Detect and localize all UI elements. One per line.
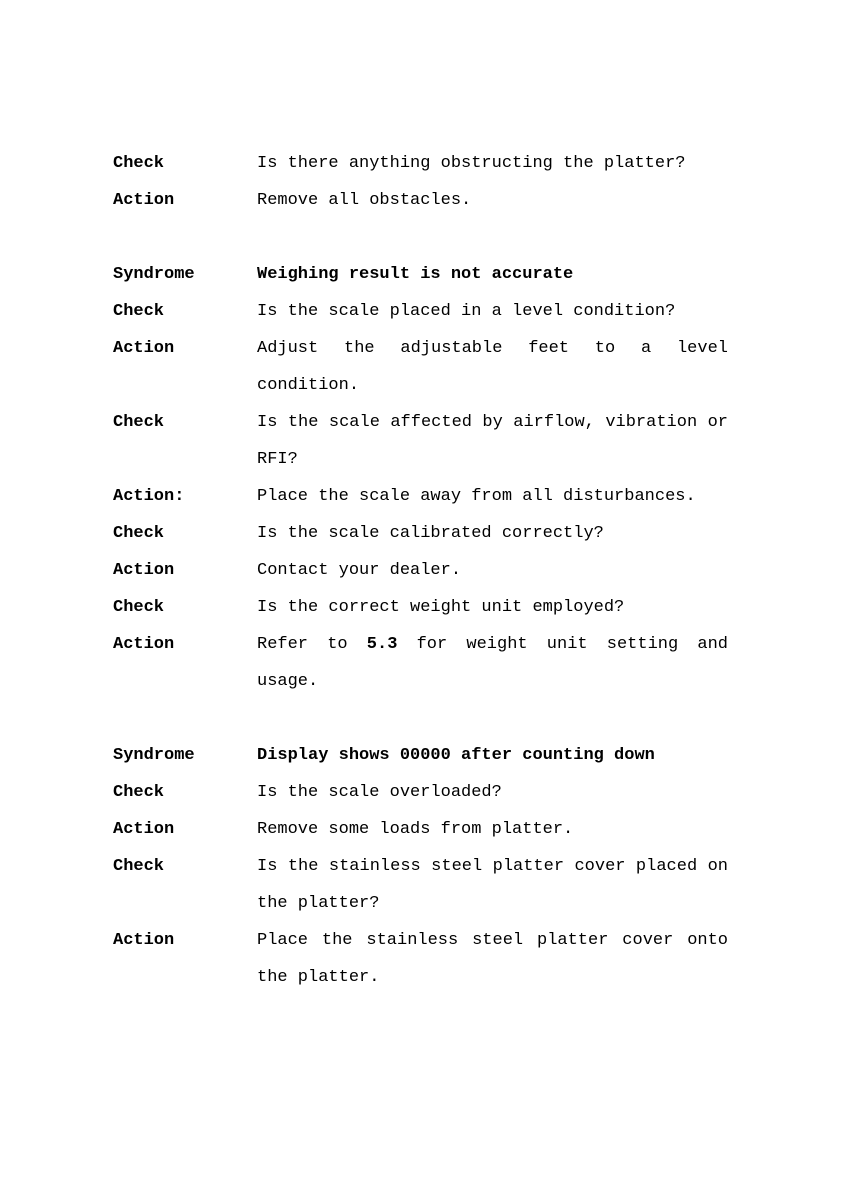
action-row	[113, 182, 728, 219]
check-row	[113, 515, 728, 552]
action-text: Remove all obstacles.	[257, 191, 472, 210]
check-text: Is the scale calibrated correctly?	[257, 524, 604, 543]
check-text: Is the scale affected by airflow, vibration or RFI?	[257, 413, 728, 469]
action-text	[257, 626, 728, 700]
syndrome-text: Weighing result is not accurate	[257, 265, 574, 284]
action-text: Contact your dealer.	[257, 561, 462, 580]
check-row	[113, 404, 728, 478]
check-text: Is the scale overloaded?	[257, 783, 502, 802]
action-text-before: Refer to	[257, 635, 367, 654]
check-label: Check	[113, 154, 165, 173]
section-reference: 5.3	[366, 635, 398, 654]
check-text: Is there anything obstructing the platter?	[257, 154, 686, 173]
action-row	[113, 330, 728, 404]
action-text-after: for weight unit setting and usage.	[257, 635, 728, 691]
syndrome-label: Syndrome	[113, 746, 195, 765]
action-row	[113, 626, 728, 700]
check-row	[113, 293, 728, 330]
action-text: Place the stainless steel platter cover onto the platter.	[257, 931, 728, 987]
section-spacer	[113, 219, 728, 256]
check-text: Is the correct weight unit employed?	[257, 598, 625, 617]
action-text: Place the scale away from all disturbances.	[257, 487, 696, 506]
check-row	[113, 145, 728, 182]
action-label: Action	[113, 561, 175, 580]
check-label: Check	[113, 598, 165, 617]
troubleshooting-page	[113, 145, 728, 996]
action-row	[113, 811, 728, 848]
check-label: Check	[113, 302, 165, 321]
action-label: Action	[113, 820, 175, 839]
syndrome-label: Syndrome	[113, 265, 195, 284]
action-label: Action	[113, 931, 175, 950]
check-label: Check	[113, 524, 165, 543]
check-row	[113, 848, 728, 922]
action-label: Action	[113, 191, 175, 210]
check-text: Is the stainless steel platter cover placed on the platter?	[257, 857, 728, 913]
action-text: Remove some loads from platter.	[257, 820, 574, 839]
check-row	[113, 589, 728, 626]
action-row	[113, 552, 728, 589]
syndrome-row	[113, 737, 728, 774]
action-row	[113, 478, 728, 515]
syndrome-row	[113, 256, 728, 293]
action-label: Action	[113, 635, 175, 654]
check-label: Check	[113, 857, 165, 876]
action-label: Action	[113, 339, 175, 358]
section-spacer	[113, 700, 728, 737]
action-label: Action:	[113, 487, 185, 506]
action-text: Adjust the adjustable feet to a level condition.	[257, 339, 728, 395]
check-text: Is the scale placed in a level condition?	[257, 302, 676, 321]
check-row	[113, 774, 728, 811]
syndrome-text: Display shows 00000 after counting down	[257, 746, 655, 765]
action-row	[113, 922, 728, 996]
check-label: Check	[113, 783, 165, 802]
check-label: Check	[113, 413, 165, 432]
